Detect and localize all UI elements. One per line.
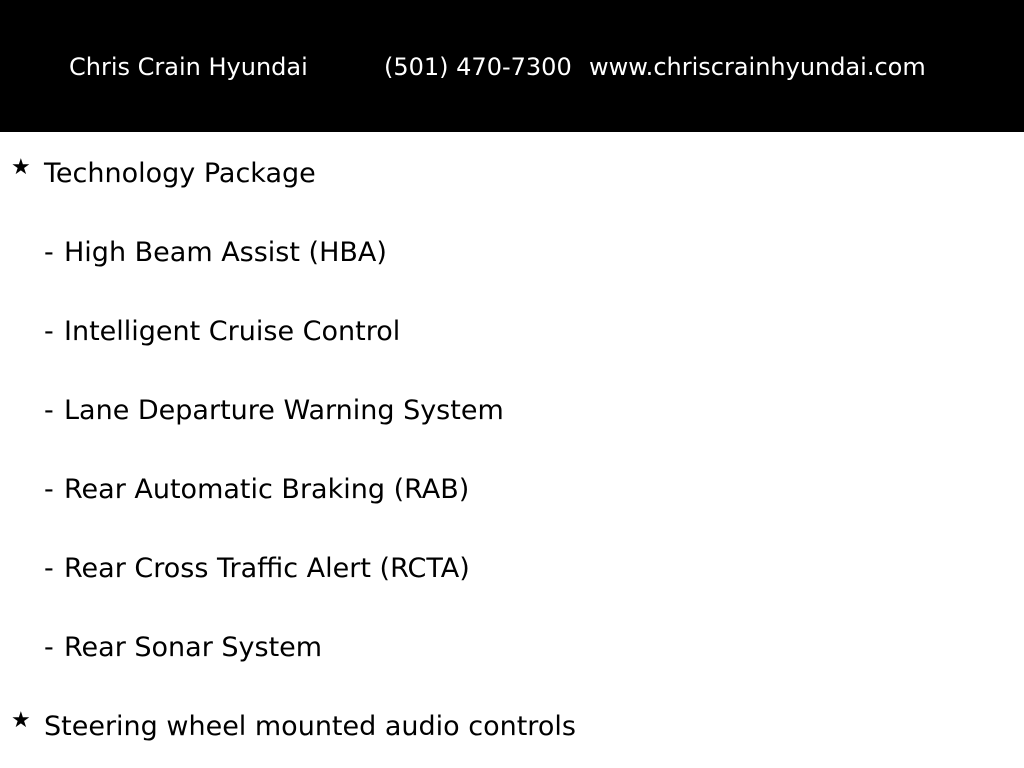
feature-sub-label: High Beam Assist (HBA)	[64, 237, 387, 268]
feature-sub-label: Rear Sonar System	[64, 632, 323, 663]
dash-marker: -	[44, 474, 54, 505]
feature-label: Steering wheel mounted audio controls	[44, 711, 576, 742]
dealer-header	[0, 0, 1024, 132]
star-icon: ★	[11, 155, 31, 180]
feature-sub-label: Rear Cross Traffic Alert (RCTA)	[64, 553, 470, 584]
dealer-phone: (501) 470-7300	[384, 53, 572, 81]
dash-marker: -	[44, 553, 54, 584]
dash-marker: -	[44, 237, 54, 268]
star-icon: ★	[11, 708, 31, 733]
feature-sub-label: Intelligent Cruise Control	[64, 316, 401, 347]
feature-sub-label: Lane Departure Warning System	[64, 395, 504, 426]
dash-marker: -	[44, 632, 54, 663]
feature-label: Technology Package	[44, 158, 316, 189]
dash-marker: -	[44, 316, 54, 347]
dealer-website: www.chriscrainhyundai.com	[589, 53, 926, 81]
feature-sub-label: Rear Automatic Braking (RAB)	[64, 474, 470, 505]
dash-marker: -	[44, 395, 54, 426]
dealer-name: Chris Crain Hyundai	[69, 53, 308, 81]
